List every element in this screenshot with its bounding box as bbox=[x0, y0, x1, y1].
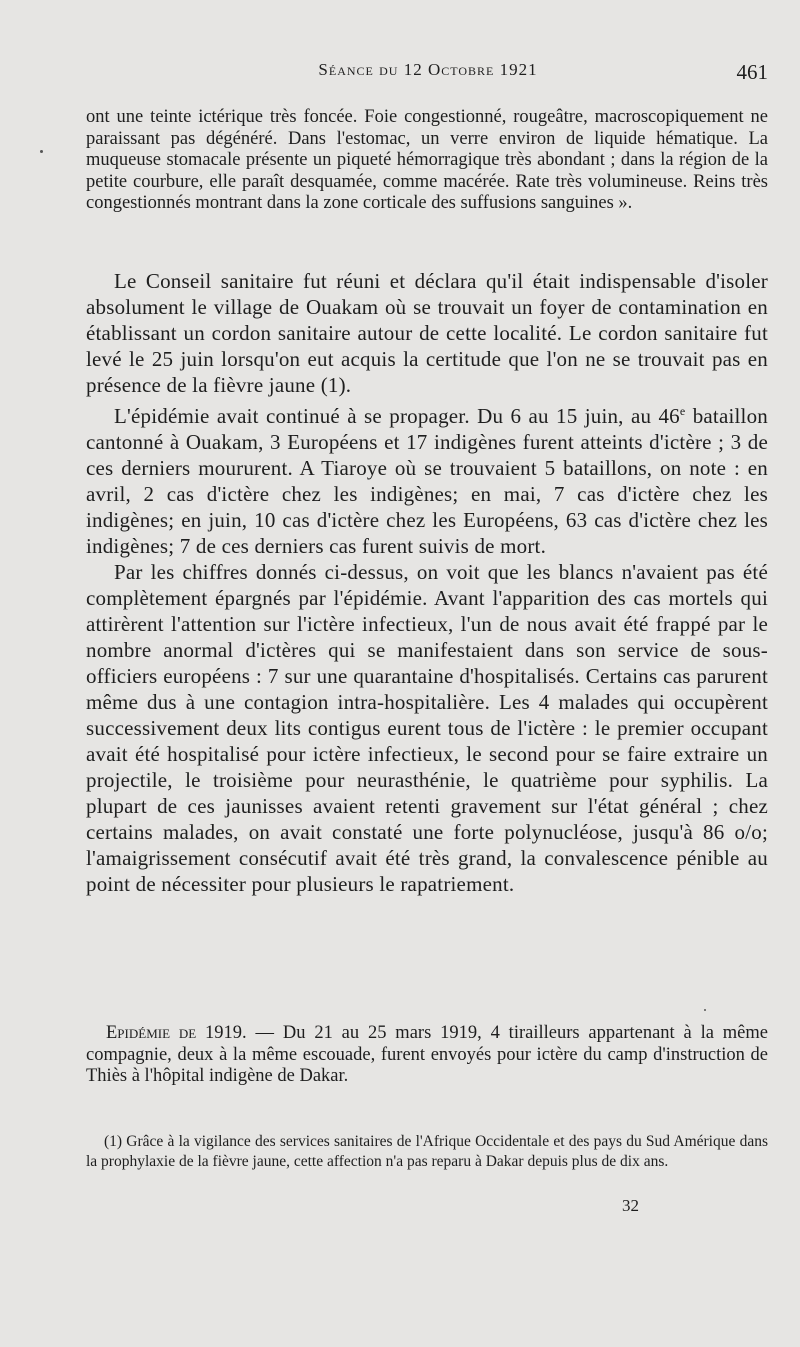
paragraph-epidemie-1919 bbox=[86, 1023, 768, 1088]
paragraph-epidemie-part2: bataillon cantonné à Ouakam, 3 Européens et 17 indigènes furent atteints d'ictère ; 3 de ces derniers moururent. A Tiaroye où se trouvaient 5 bataillons, on note : en avril, 2 cas d'ictère chez les indigènes; en mai, 7 cas d'ictère chez les indigènes; en juin, 10 cas d'ictère chez les Européens, 63 cas d'ictère chez les indigènes; 7 de ces derniers cas furent suivis de mort. bbox=[86, 404, 768, 558]
paragraph-autopsy: ont une teinte ictérique très foncée. Foie congestionné, rougeâtre, macroscopiquement ne paraissant pas dégénéré. Dans l'estomac, un verre environ de liquide hématique. La muqueuse stomacale présente un piqueté hémorragique très abondant ; dans la région de la petite courbure, elle paraît desquamée, comme macérée. Rate très volumineuse. Reins très congestionnés montrant dans la zone corticale des suffusions sanguines ». bbox=[86, 107, 768, 214]
footnote-block bbox=[86, 1132, 768, 1172]
scan-speck bbox=[40, 150, 43, 153]
paragraph-chiffres: Par les chiffres donnés ci-dessus, on voit que les blancs n'avaient pas été complètement épargnés par l'épidémie. Avant l'apparition des cas mortels qui attirèrent l'attention sur l'ictère infectieux, l'un de nous avait été frappé par le nombre anormal d'ictères qui se manifestaient dans son service de sous-officiers européens : 7 sur une quarantaine d'hospitalisés. Certains cas parurent même dus à une contagion intra-hospitalière. Les 4 malades qui occupèrent successivement deux lits contigus eurent tous de l'ictère : le premier occupant avait été hospitalisé pour ictère infectieux, le second pour se faire extraire un projectile, le troisième pour neurasthénie, le quatrième pour syphilis. La plupart de ces jaunisses avaient retenti gravement sur l'état général ; chez certains malades, on avait constaté une forte polynucléose, jusqu'à 86 o/o; l'amaigrissement consécutif avait été très grand, la convalescence pénible au point de nécessiter pour plusieurs le rapatriement. bbox=[86, 560, 768, 896]
running-head bbox=[88, 60, 768, 90]
page-number: 461 bbox=[736, 60, 768, 84]
paragraph-epidemie-propagation bbox=[86, 398, 768, 559]
sheet-signature: 32 bbox=[622, 1196, 639, 1215]
superscript-e: e bbox=[679, 404, 686, 418]
main-text bbox=[86, 268, 768, 897]
running-title: Séance du 12 Octobre 1921 bbox=[318, 60, 538, 79]
autopsy-paragraph bbox=[86, 107, 768, 215]
section-heading-epidemie-1919: Epidémie de 1919. bbox=[106, 1023, 247, 1043]
scan-speck bbox=[704, 1009, 706, 1011]
paragraph-conseil-sanitaire: Le Conseil sanitaire fut réuni et déclara qu'il était indispensable d'isoler absolument le village de Ouakam où se trouvait un foyer de contamination en établissant un cordon sanitaire autour de cette localité. Le cordon sanitaire fut levé le 25 juin lorsqu'on eut acquis la certitude que l'on ne se trouvait pas en présence de la fièvre jaune (1). bbox=[86, 269, 768, 397]
footnote: (1) Grâce à la vigilance des services sanitaires de l'Afrique Occidentale et des pays du Sud Amérique dans la prophylaxie de la fièvre jaune, cette affection n'a pas reparu à Dakar depuis plus de dix ans. bbox=[86, 1133, 768, 1170]
paragraph-epidemie-1919-text: — Du 21 au 25 mars 1919, 4 tirailleurs appartenant à la même compagnie, deux à la même escouade, furent envoyés pour ictère du camp d'instruction de Thiès à l'hôpital indigène de Dakar. bbox=[86, 1023, 768, 1087]
epidemie-1919-section bbox=[86, 1023, 768, 1088]
paragraph-epidemie-part1: L'épidémie avait continué à se propager. Du 6 au 15 juin, au 46 bbox=[114, 404, 680, 428]
